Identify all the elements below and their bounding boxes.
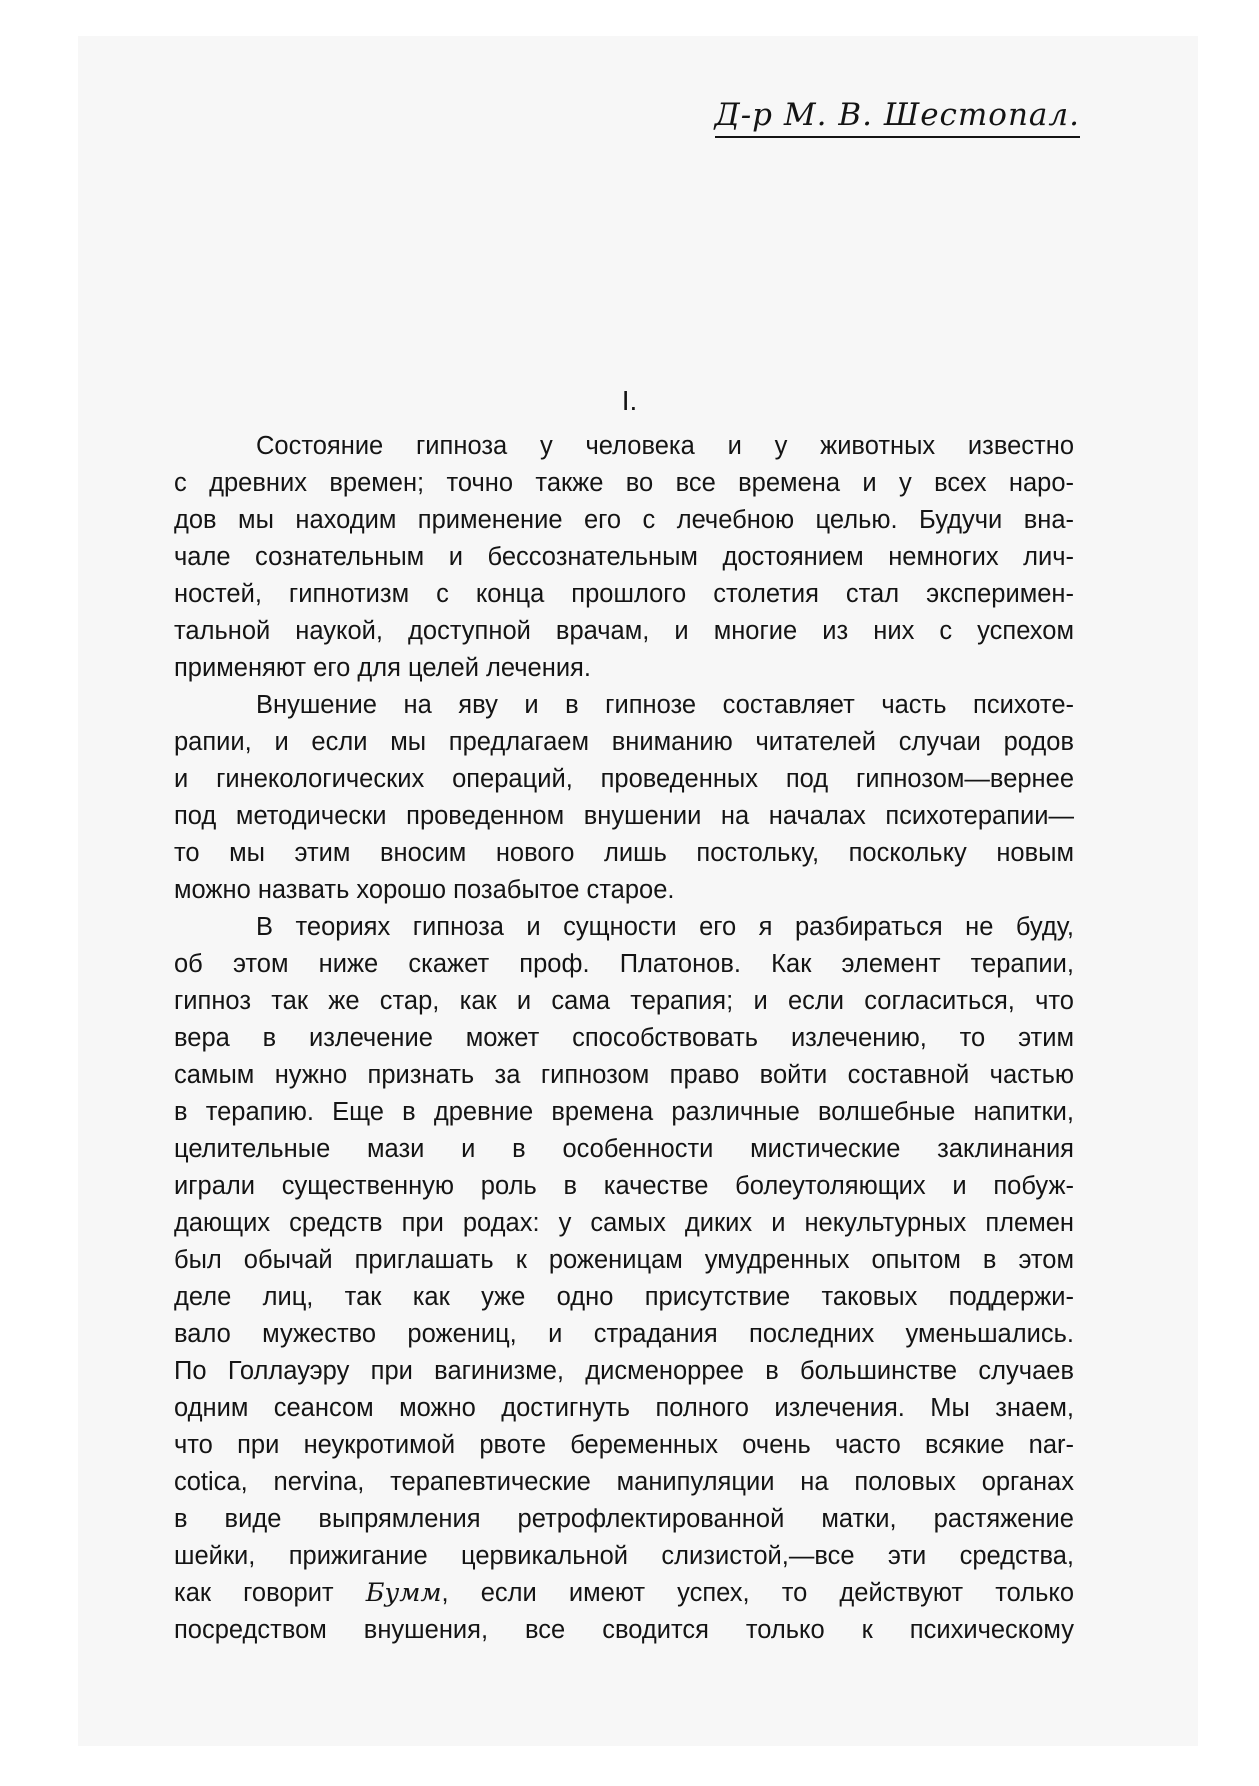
text-line: гипноз так же стар, как и сама терапия; и если согласиться, что — [174, 987, 1074, 1015]
text-line: шейки, прижигание цервикальной слизистой,—все эти средства, — [174, 1542, 1074, 1570]
text-line: под методически проведенном внушении на началах психотерапии— — [174, 802, 1074, 830]
text-line: можно назвать хорошо позабытое старое. — [174, 876, 675, 904]
text-fragment: как говорит — [174, 1579, 366, 1607]
cited-name: Бумм — [365, 1578, 442, 1608]
text-line: cotica, nervina, терапевтические манипуляции на половых органах — [174, 1468, 1074, 1496]
text-line: то мы этим вносим нового лишь постольку, поскольку новым — [174, 839, 1074, 867]
text-line: одним сеансом можно достигнуть полного излечения. Мы знаем, — [174, 1394, 1074, 1422]
text-line: чале сознательным и бессознательным достоянием немногих лич- — [174, 543, 1074, 571]
text-line: был обычай приглашать к роженицам умудренных опытом в этом — [174, 1246, 1074, 1274]
text-line: деле лиц, так как уже одно присутствие таковых поддержи- — [174, 1283, 1074, 1311]
text-line: тальной наукой, доступной врачам, и многие из них с успехом — [174, 617, 1074, 645]
text-line: об этом ниже скажет проф. Платонов. Как элемент терапии, — [174, 950, 1074, 978]
paragraph-1 — [174, 428, 1074, 687]
text-line: в терапию. Еще в древние времена различные волшебные напитки, — [174, 1098, 1074, 1126]
section-number: I. — [621, 385, 638, 416]
text-line: посредством внушения, все сводится только к психическому — [174, 1616, 1074, 1644]
text-line: самым нужно признать за гипнозом право войти составной частью — [174, 1061, 1074, 1089]
text-fragment: , если имеют успех, то действуют только — [441, 1579, 1075, 1607]
text-line: Состояние гипноза у человека и у животных известно — [256, 432, 1074, 460]
paragraph-3 — [174, 909, 1074, 1649]
text-line: и гинекологических операций, проведенных под гипнозом—вернее — [174, 765, 1074, 793]
text-line: ностей, гипнотизм с конца прошлого столетия стал эксперимен- — [174, 580, 1074, 608]
text-line-bumm — [174, 1575, 1074, 1612]
text-line: целительные мази и в особенности мистические заклинания — [174, 1135, 1074, 1163]
text-line: что при неукротимой рвоте беременных очень часто всякие nar- — [174, 1431, 1074, 1459]
author-name: Д-р М. В. Шестопал. — [715, 97, 1081, 138]
text-line: дов мы находим применение его с лечебною целью. Будучи вна- — [174, 506, 1074, 534]
text-line: применяют его для целей лечения. — [174, 654, 591, 682]
text-line: вало мужество рожениц, и страдания последних уменьшались. — [174, 1320, 1074, 1348]
text-line: в виде выпрямления ретрофлектированной матки, растяжение — [174, 1505, 1074, 1533]
text-line: дающих средств при родах: у самых диких и некультурных племен — [174, 1209, 1074, 1237]
text-line: рапии, и если мы предлагаем вниманию читателей случаи родов — [174, 728, 1074, 756]
text-line: с древних времен; точно также во все времена и у всех наро- — [174, 469, 1074, 497]
author-signature — [600, 97, 1080, 133]
text-line: играли существенную роль в качестве болеутоляющих и побуж- — [174, 1172, 1074, 1200]
text-line: Внушение на яву и в гипнозе составляет часть психоте- — [256, 691, 1074, 719]
body-text — [174, 428, 1074, 1649]
text-line: По Голлауэру при вагинизме, дисменоррее в большинстве случаев — [174, 1357, 1074, 1385]
text-line: В теориях гипноза и сущности его я разбираться не буду, — [256, 913, 1074, 941]
text-line: вера в излечение может способствовать излечению, то этим — [174, 1024, 1074, 1052]
paragraph-2 — [174, 687, 1074, 909]
